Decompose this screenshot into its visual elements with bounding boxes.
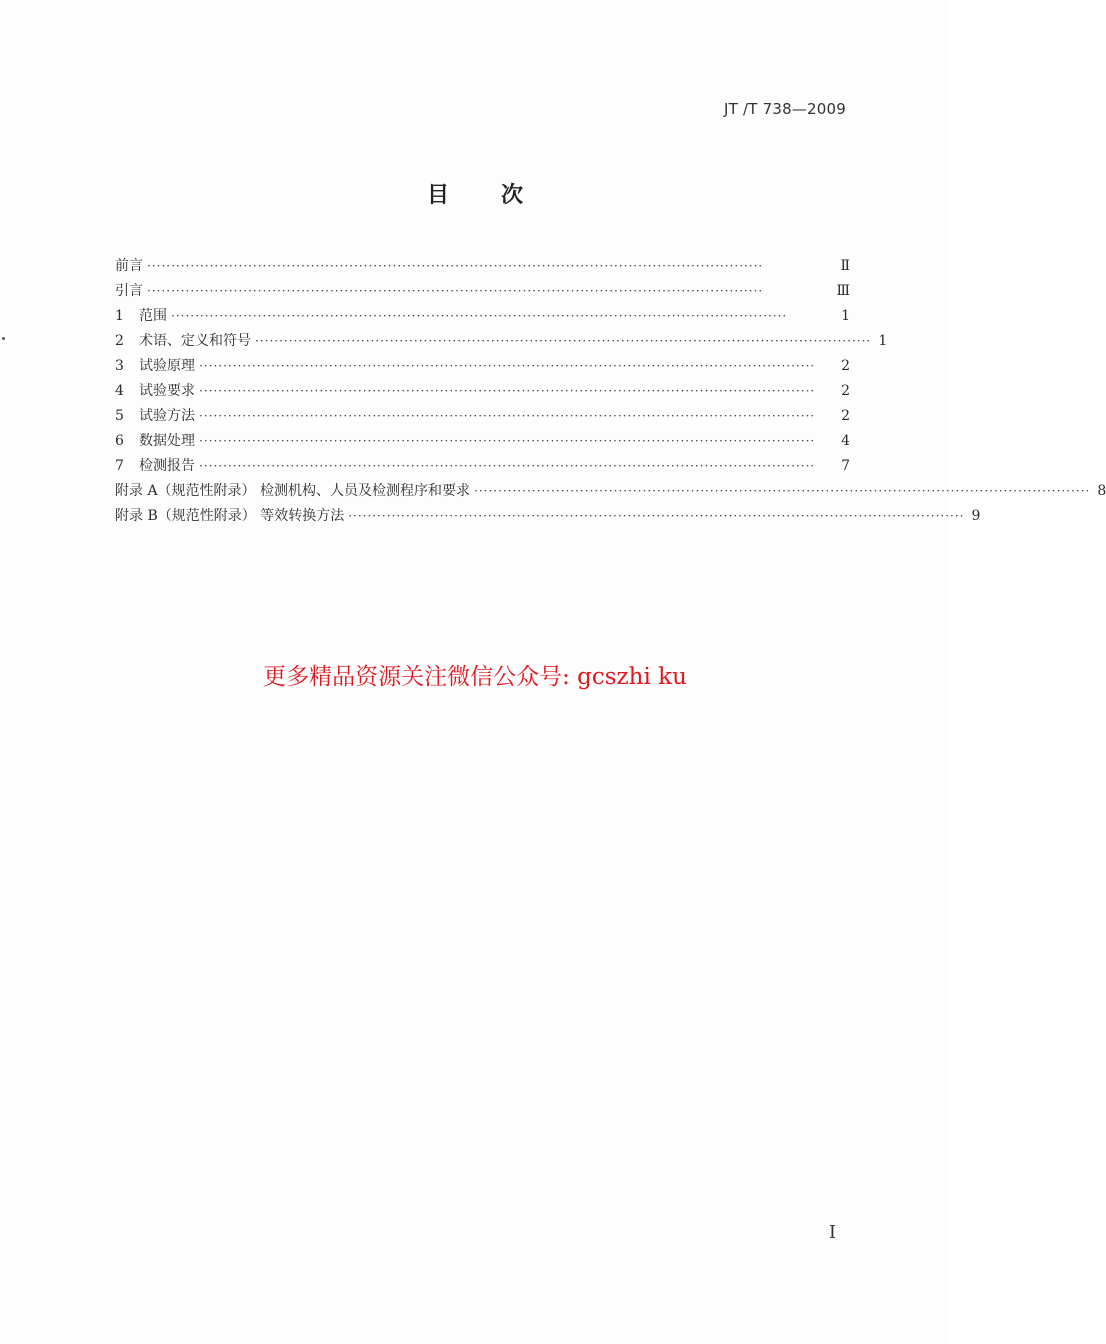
toc-entry[interactable] [115, 255, 850, 280]
toc-entry[interactable] [115, 505, 981, 530]
toc-entry[interactable] [115, 455, 850, 480]
toc-leader-dots: ································································································································ [147, 259, 764, 273]
toc-entry-number: 6 [115, 433, 124, 449]
toc-entry-page: 4 [841, 433, 850, 449]
toc-title: 目次 [426, 183, 575, 208]
toc-entry-label: 附录 A（规范性附录） 检测机构、人员及检测程序和要求 [115, 483, 471, 499]
toc-entry-number: 1 [115, 308, 124, 324]
toc-entry-number: 4 [115, 383, 124, 399]
toc-entry-page: Ⅱ [840, 258, 850, 274]
toc-entry-label: 术语、定义和符号 [139, 333, 251, 349]
toc-entry-number: 3 [115, 358, 124, 374]
toc-entry[interactable] [115, 405, 850, 430]
toc-leader-dots: ································································································································ [348, 509, 965, 523]
toc-entry-page: 2 [841, 358, 850, 374]
toc-entry-number: 2 [115, 333, 124, 349]
toc-leader-dots: ································································································································ [255, 334, 872, 348]
toc-leader-dots: ································································································································ [147, 284, 764, 298]
toc-leader-dots: ································································································································ [199, 384, 816, 398]
toc-entry-label: 试验要求 [139, 383, 195, 399]
toc-entry-label: 引言 [115, 283, 143, 299]
toc-entry-page: 2 [841, 408, 850, 424]
toc-entry-number: 7 [115, 458, 124, 474]
toc-entry[interactable] [115, 380, 850, 405]
toc-entry[interactable] [115, 280, 850, 305]
scan-edge-mark [2, 337, 5, 340]
toc-entry-page: Ⅲ [836, 283, 850, 299]
toc-entry[interactable] [115, 355, 850, 380]
toc-entry-label: 检测报告 [139, 458, 195, 474]
toc-entry[interactable] [115, 480, 1106, 505]
toc-entry-label: 附录 B（规范性附录） 等效转换方法 [115, 508, 345, 524]
toc-leader-dots: ································································································································ [199, 459, 816, 473]
standard-code: JT /T 738—2009 [724, 100, 846, 118]
toc-entry-label: 数据处理 [139, 433, 195, 449]
toc-entry-label: 前言 [115, 258, 143, 274]
toc-entry-label: 试验方法 [139, 408, 195, 424]
toc-entry-page: 7 [841, 458, 850, 474]
toc-leader-dots: ································································································································ [474, 484, 1091, 498]
toc-entry-page: 1 [841, 308, 850, 324]
toc-leader-dots: ································································································································ [199, 409, 816, 423]
watermark-text: 更多精品资源关注微信公众号: gcszhi ku [263, 664, 687, 690]
toc-entry[interactable] [115, 305, 850, 330]
table-of-contents [115, 255, 1106, 530]
toc-entry-label: 范围 [139, 308, 167, 324]
page-number: I [828, 1222, 836, 1243]
toc-entry-number: 5 [115, 408, 124, 424]
toc-entry-page: 8 [1097, 483, 1106, 499]
toc-entry-page: 1 [878, 333, 888, 349]
toc-leader-dots: ································································································································ [171, 309, 788, 323]
toc-entry-page: 9 [971, 508, 981, 524]
toc-entry-label: 试验原理 [139, 358, 195, 374]
toc-entry-page: 2 [841, 383, 850, 399]
toc-entry[interactable] [115, 330, 888, 355]
toc-leader-dots: ································································································································ [199, 434, 816, 448]
toc-entry[interactable] [115, 430, 850, 455]
toc-leader-dots: ································································································································ [199, 359, 816, 373]
